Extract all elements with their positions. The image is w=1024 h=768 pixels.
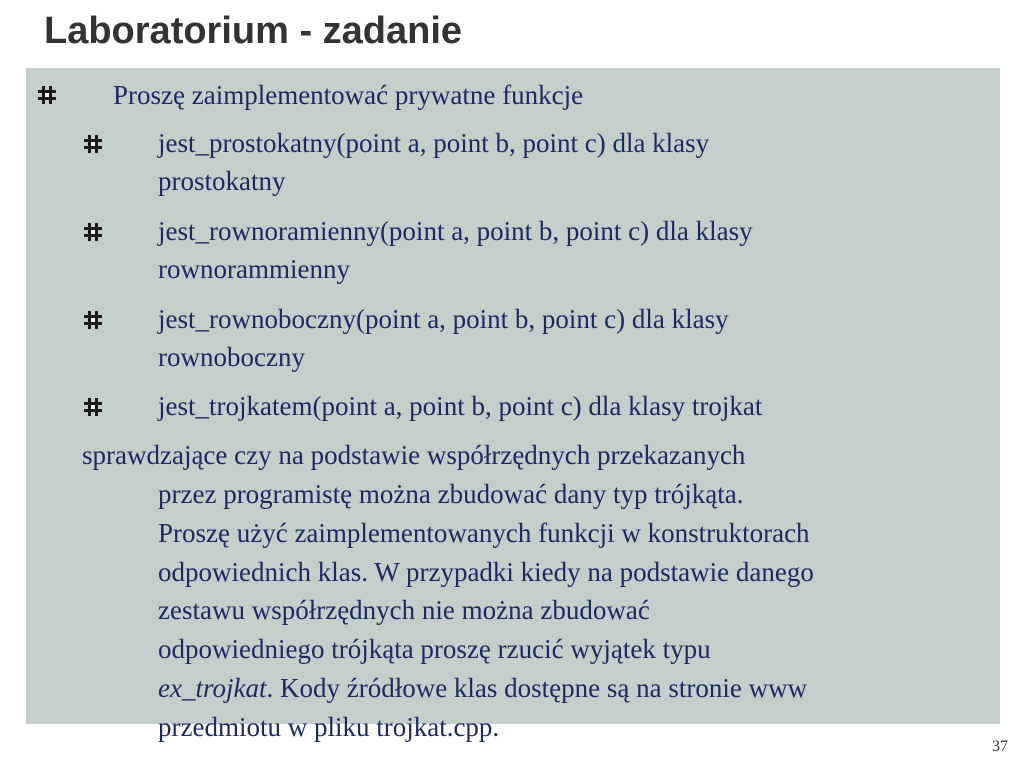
hash-bullet-icon (84, 398, 102, 416)
paragraph-line-tail: . Kody źródłowe klas dostępne są na stronie www (266, 673, 808, 703)
sub-bullet-text-continuation: rownorammienny (158, 254, 350, 284)
hash-bullet-icon (38, 86, 56, 104)
exception-type-name: ex_trojkat (158, 673, 267, 703)
paragraph-line: odpowiednich klas. W przypadki kiedy na podstawie danego (158, 557, 814, 587)
paragraph-line: Proszę użyć zaimplementowanych funkcji w konstruktorach (158, 518, 810, 548)
sub-bullet-text-continuation: rownoboczny (158, 342, 305, 372)
paragraph-line: odpowiedniego trójkąta proszę rzucić wyjątek typu (158, 634, 711, 664)
sub-bullet-text-continuation: prostokatny (158, 166, 286, 196)
slide-title: Laboratorium - zadanie (44, 10, 463, 52)
page-number: 37 (992, 738, 1008, 755)
main-bullet-text: Proszę zaimplementować prywatne funkcje (113, 80, 584, 110)
hash-bullet-icon (84, 135, 102, 153)
paragraph-line (158, 669, 807, 707)
sub-bullet-text: jest_prostokatny(point a, point b, point c) dla klasy (158, 128, 710, 158)
paragraph-line: sprawdzające czy na podstawie współrzędnych przekazanych (82, 440, 746, 470)
sub-bullet-text: jest_trojkatem(point a, point b, point c) dla klasy trojkat (158, 391, 763, 421)
sub-bullet-text: jest_rownoboczny(point a, point b, point c) dla klasy (158, 304, 729, 334)
sub-bullet-text: jest_rownoramienny(point a, point b, point c) dla klasy (158, 216, 753, 246)
hash-bullet-icon (84, 223, 102, 241)
paragraph-line: przedmiotu w pliku trojkat.cpp. (158, 712, 500, 742)
paragraph-line: przez programistę można zbudować dany typ trójkąta. (158, 479, 744, 509)
hash-bullet-icon (84, 311, 102, 329)
paragraph-line: zestawu współrzędnych nie można zbudować (158, 595, 650, 625)
